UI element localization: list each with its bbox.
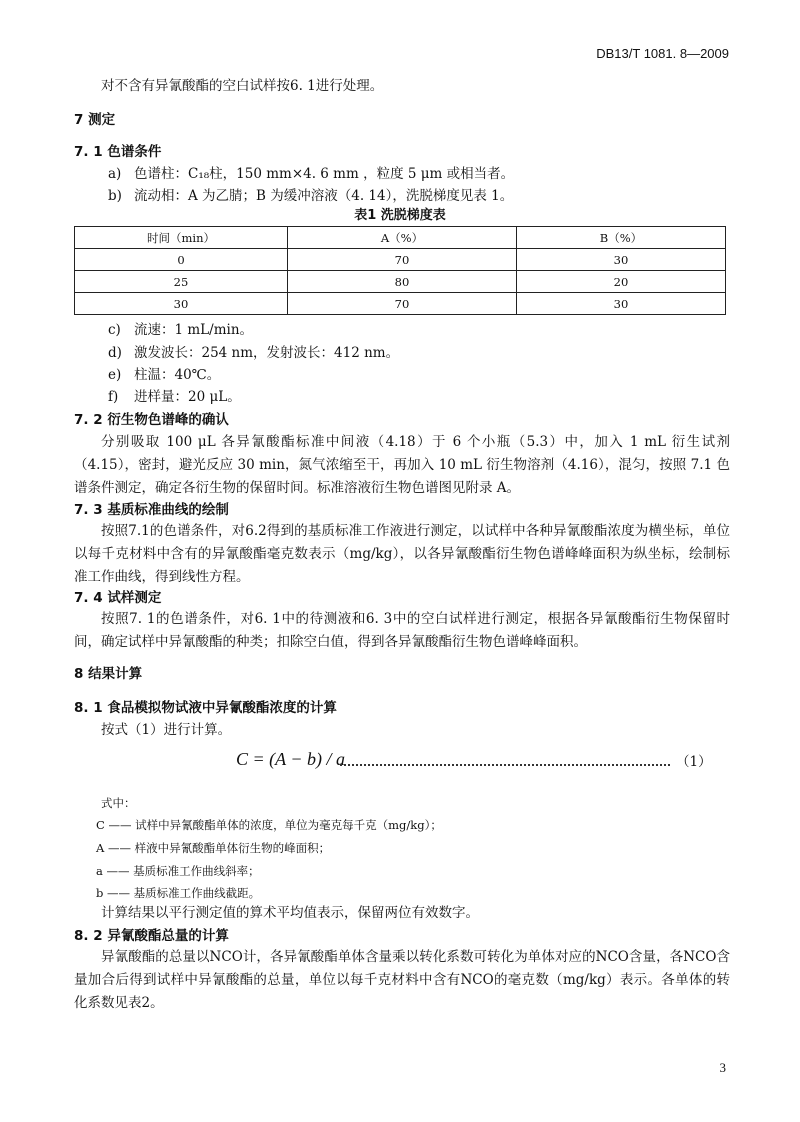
table-cell: 30: [75, 293, 288, 315]
definition-item: a —— 基质标准工作曲线斜率；: [96, 864, 260, 878]
table-row: [75, 271, 726, 293]
table-header-row: [75, 227, 726, 249]
section-7-3-title: 7. 3 基质标准曲线的绘制: [74, 502, 229, 518]
table-1-caption: 表1 洗脱梯度表: [354, 208, 446, 223]
section-7-2-title: 7. 2 衍生物色谱峰的确认: [74, 412, 229, 428]
table-cell: 80: [288, 271, 517, 293]
item-b-label: b): [108, 188, 122, 204]
section-8-2-paragraph: 异氰酸酯的总量以NCO计，各异氰酸酯单体含量乘以转化系数可转化为单体对应的NCO含量，各NCO含量加合后得到试样中异氰酸酯的总量，单位以每千克材料中含有NCO的毫克数（mg/kg）表示。各单体的转化系数见表2。: [74, 949, 730, 1011]
page-number: 3: [719, 1060, 726, 1075]
item-e-text: 柱温：40℃。: [134, 367, 221, 383]
equation-number: （1）: [676, 754, 712, 770]
item-d-label: d): [108, 345, 122, 361]
formula: C = (A − b) / a: [236, 749, 345, 769]
section-8-2-title: 8. 2 异氰酸酯总量的计算: [74, 928, 229, 944]
table-cell: 0: [75, 249, 288, 271]
item-d-text: 激发波长：254 nm，发射波长：412 nm。: [134, 345, 400, 361]
section-7-1-title: 7. 1 色谱条件: [74, 144, 162, 160]
section-7-title: 7 测定: [74, 112, 116, 128]
definition-item: A —— 样液中异氰酸酯单体衍生物的峰面积；: [96, 841, 331, 855]
table-cell: 20: [517, 271, 726, 293]
table-header-cell: B（%）: [517, 227, 726, 249]
where-label: 式中：: [101, 796, 136, 810]
table-cell: 30: [517, 249, 726, 271]
section-7-3-paragraph: 按照7.1的色谱条件，对6.2得到的基质标准工作液进行测定，以试样中各种异氰酸酯浓度为横坐标，单位以每千克材料中含有的异氰酸酯毫克数表示（mg/kg），以各异氰酸酯衍生物色谱峰峰面积为纵坐标，绘制标准工作曲线，得到线性方程。: [74, 523, 730, 585]
table-header-cell: A（%）: [288, 227, 517, 249]
item-c-text: 流速：1 mL/min。: [134, 322, 254, 338]
definition-item: C —— 试样中异氰酸酯单体的浓度，单位为毫克每千克（mg/kg）；: [96, 818, 442, 832]
definition-item: b —— 基质标准工作曲线截距。: [96, 886, 261, 900]
section-7-2-paragraph: 分别吸取 100 μL 各异氰酸酯标准中间液（4.18）于 6 个小瓶（5.3）中，加入 1 mL 衍生试剂（4.15），密封，避光反应 30 min，氮气浓缩至干，再加入 10 mL 衍生物溶剂（4.16），混匀，按照 7.1 色谱条件测定，确定各衍生物的保留时间。标准溶液衍生物色谱图见附录 A。: [74, 434, 730, 496]
item-e-label: e): [108, 367, 122, 383]
table-cell: 70: [288, 249, 517, 271]
section-8-1-title: 8. 1 食品模拟物试液中异氰酸酯浓度的计算: [74, 700, 337, 716]
section-8-title: 8 结果计算: [74, 666, 143, 682]
table-cell: 25: [75, 271, 288, 293]
item-f-label: f): [108, 389, 119, 405]
item-f-text: 进样量：20 μL。: [134, 389, 241, 405]
item-c-label: c): [108, 322, 121, 338]
table-row: [75, 249, 726, 271]
section-7-4-paragraph: 按照7. 1的色谱条件，对6. 1中的待测液和6. 3中的空白试样进行测定，根据各异氰酸酯衍生物保留时间，确定试样中异氰酸酯的种类；扣除空白值，得到各异氰酸酯衍生物色谱峰峰面积。: [74, 611, 730, 650]
item-a-label: a): [108, 166, 122, 182]
gradient-table: [74, 226, 726, 315]
formula-leader-dots: [340, 764, 670, 766]
table-cell: 30: [517, 293, 726, 315]
section-7-4-title: 7. 4 试样测定: [74, 590, 162, 606]
formula-intro: 按式（1）进行计算。: [101, 722, 232, 738]
result-note: 计算结果以平行测定值的算术平均值表示，保留两位有效数字。: [101, 905, 479, 921]
item-a-text: 色谱柱：C₁₈柱，150 mm×4. 6 mm ，粒度 5 μm 或相当者。: [134, 166, 515, 182]
table-cell: 70: [288, 293, 517, 315]
document-code: DB13/T 1081. 8—2009: [596, 46, 729, 61]
intro-line: 对不含有异氰酸酯的空白试样按6. 1进行处理。: [101, 78, 384, 94]
item-b-text: 流动相：A 为乙腈；B 为缓冲溶液（4. 14），洗脱梯度见表 1。: [134, 188, 514, 204]
table-header-cell: 时间（min）: [75, 227, 288, 249]
table-row: [75, 293, 726, 315]
